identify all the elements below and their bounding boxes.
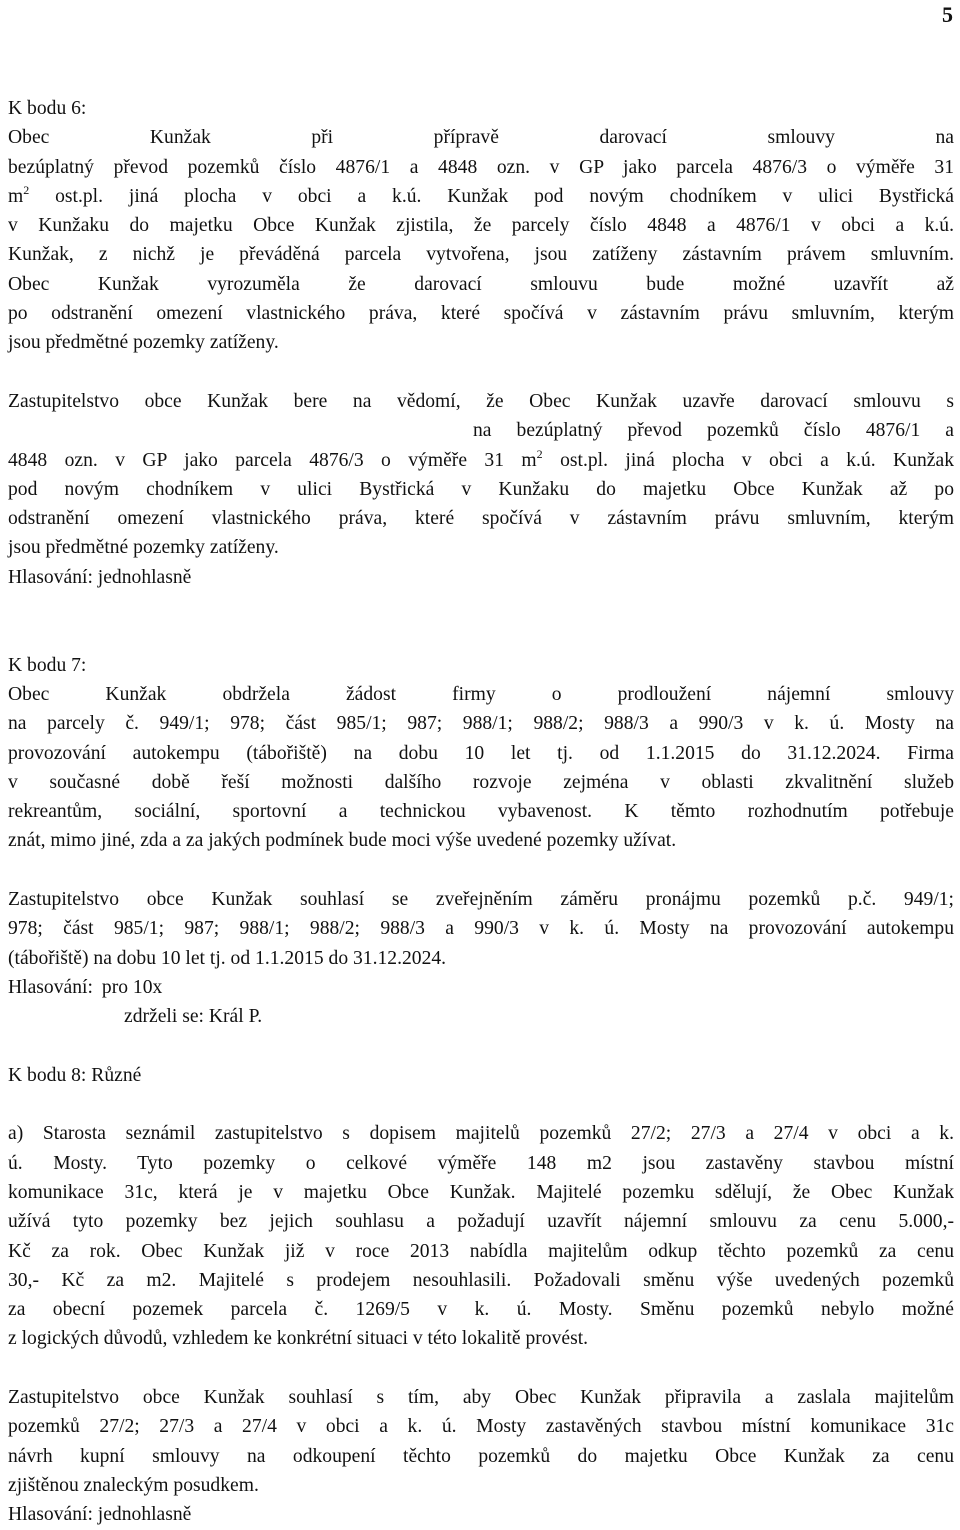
section-8-text-line: užívá tyto pozemky bez jejich souhlasu a požadují uzavřít nájemní smlouvu za cenu 5.000,-: [8, 1211, 954, 1233]
section-8-resolution-line: Zastupitelstvo obce Kunžak souhlasí s tím, aby Obec Kunžak připravila a zaslala majitelům: [8, 1387, 954, 1409]
section-7-heading: K bodu 7:: [8, 654, 87, 676]
section-7-text-line: rekreantům, sociální, sportovní a technickou vybavenost. K těmto rozhodnutím potřebuje: [8, 801, 954, 823]
section-6-resolution-line: odstranění omezení vlastnického práva, které spočívá v zástavním právu smluvním, kterým: [8, 508, 954, 530]
section-6-text-line: Kunžak, z nichž je převáděná parcela vytvořena, jsou zatíženy zástavním právem smluvním.: [8, 244, 954, 266]
section-6-text-line: jsou předmětné pozemky zatíženy.: [8, 332, 279, 354]
section-6-resolution-line: Zastupitelstvo obce Kunžak bere na vědomí, že Obec Kunžak uzavře darovací smlouvu s: [8, 390, 954, 412]
section-7-text-line: znát, mimo jiné, zda a za jakých podmínek bude moci výše uvedené pozemky užívat.: [8, 830, 677, 852]
section-6-vote: Hlasování: jednohlasně: [8, 566, 192, 588]
section-6-text-line: $m^2$ ost.pl. jiná plocha v obci a k.ú. Kunžak pod novým chodníkem v ulici Bystřická: [8, 182, 954, 207]
section-6-text-line: Obec Kunžak vyrozuměla že darovací smlouvu bude možné uzavřít až: [8, 273, 954, 295]
section-8-resolution-line: zjištěnou znaleckým posudkem.: [8, 1474, 259, 1496]
section-8-text-line: za obecní pozemek parcela č. 1269/5 v k. ú. Mosty. Směnu pozemků nebylo možné: [8, 1299, 954, 1321]
section-8-text-line: Kč za rok. Obec Kunžak již v roce 2013 nabídla majitelům odkup těchto pozemků za cenu: [8, 1240, 954, 1262]
section-7-text-line: provozování autokempu (tábořiště) na dobu 10 let tj. od 1.1.2015 do 31.12.2024. Firma: [8, 742, 954, 764]
section-8-text-line: ú. Mosty. Tyto pozemky o celkové výměře 148 m2 jsou zastavěny stavbou místní: [8, 1152, 954, 1174]
section-8-text-line: z logických důvodů, vzhledem ke konkrétní situaci v této lokalitě provést.: [8, 1328, 589, 1350]
section-6-text-line: v Kunžaku do majetku Obce Kunžak zjistila, že parcely číslo 4848 a 4876/1 v obci a k.ú.: [8, 215, 954, 237]
section-7-resolution-line: Zastupitelstvo obce Kunžak souhlasí se zveřejněním záměru pronájmu pozemků p.č. 949/1;: [8, 889, 954, 911]
section-8-text-line: 30,- Kč za m2. Majitelé s prodejem nesouhlasili. Požadovali směnu výše uvedených pozemků: [8, 1269, 954, 1291]
section-8-text-line: komunikace 31c, která je v majetku Obce Kunžak. Majitelé pozemku sdělují, že Obec Kunžak: [8, 1181, 954, 1203]
section-8-text-line: a) Starosta seznámil zastupitelstvo s dopisem majitelů pozemků 27/2; 27/3 a 27/4 v obci a k.: [8, 1123, 954, 1145]
section-7-vote-abstain: zdrželi se: Král P.: [124, 1006, 263, 1028]
section-7-vote: Hlasování: pro 10x: [8, 976, 163, 998]
section-6-heading: K bodu 6:: [8, 98, 87, 119]
section-7-resolution-line: (tábořiště) na dobu 10 let tj. od 1.1.2015 do 31.12.2024.: [8, 947, 447, 969]
section-8-heading: K bodu 8: Různé: [8, 1064, 142, 1086]
section-8-resolution-line: pozemků 27/2; 27/3 a 27/4 v obci a k. ú. Mosty zastavěných stavbou místní komunikace 31c: [8, 1416, 954, 1438]
section-6-resolution-line: 4848 ozn. v GP jako parcela 4876/3 o výměře 31 $m^2$ ost.pl. jiná plocha v obci a k.ú. Kunžak: [8, 446, 954, 471]
section-7-text-line: na parcely č. 949/1; 978; část 985/1; 987; 988/1; 988/2; 988/3 a 990/3 v k. ú. Mosty na: [8, 713, 954, 735]
section-6-resolution-line: jsou předmětné pozemky zatíženy.: [8, 537, 279, 559]
page-number: 5: [942, 2, 953, 27]
section-7-text-line: Obec Kunžak obdržela žádost firmy o prodloužení nájemní smlouvy: [8, 683, 954, 705]
document-body: [8, 94, 954, 1530]
section-6-text-line: bezúplatný převod pozemků číslo 4876/1 a 4848 ozn. v GP jako parcela 4876/3 o výměře 31: [8, 156, 954, 178]
section-7-text-line: v současné době řeší možnosti dalšího rozvoje zejména v oblasti zkvalitnění služeb: [8, 771, 954, 793]
section-8-resolution-line: návrh kupní smlouvy na odkoupení těchto pozemků do majetku Obce Kunžak za cenu: [8, 1445, 954, 1467]
section-7-resolution-line: 978; část 985/1; 987; 988/1; 988/2; 988/3 a 990/3 v k. ú. Mosty na provozování autokempu: [8, 918, 954, 940]
section-8-vote: Hlasování: jednohlasně: [8, 1504, 192, 1526]
section-6-resolution-line: pod novým chodníkem v ulici Bystřická v Kunžaku do majetku Obce Kunžak až po: [8, 478, 954, 500]
section-6-text-line: Obec Kunžak při přípravě darovací smlouvy na: [8, 127, 954, 149]
section-6-text-line: po odstranění omezení vlastnického práva, které spočívá v zástavním právu smluvním, kterým: [8, 303, 954, 325]
section-6-resolution-line: na bezúplatný převod pozemků číslo 4876/1 a: [473, 420, 954, 442]
